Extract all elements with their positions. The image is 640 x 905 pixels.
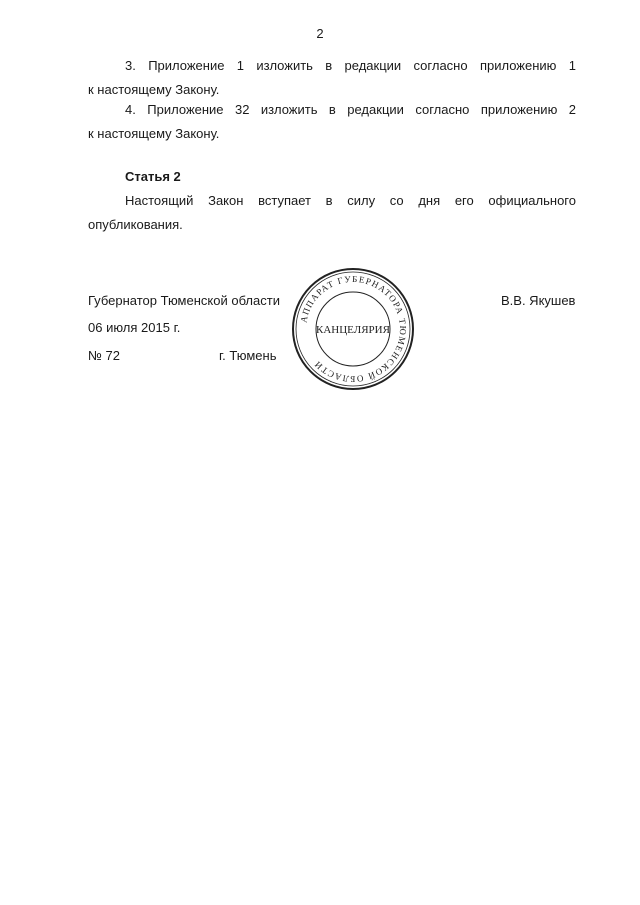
law-city: г. Тюмень xyxy=(219,348,277,363)
page-number: 2 xyxy=(316,26,324,41)
amendment-item-4-line2: к настоящему Закону. xyxy=(88,126,220,141)
official-stamp xyxy=(291,267,415,391)
amendment-item-3 xyxy=(88,54,576,102)
law-date: 06 июля 2015 г. xyxy=(88,320,181,335)
article-body xyxy=(88,189,576,237)
amendment-item-4 xyxy=(88,98,576,146)
law-number: № 72 xyxy=(88,348,121,363)
signatory-position: Губернатор Тюменской области xyxy=(88,293,280,308)
signatory-name: В.В. Якушев xyxy=(501,293,576,308)
article-heading: Статья 2 xyxy=(125,169,181,184)
article-body-line2: опубликования. xyxy=(88,217,183,232)
stamp-outer-text: АППАРАТ ГУБЕРНАТОРА ТЮМЕНСКОЙ ОБЛАСТИ xyxy=(298,273,409,385)
article-body-line1: Настоящий Закон вступает в силу со дня его официального xyxy=(125,193,576,208)
stamp-center-text: КАНЦЕЛЯРИЯ xyxy=(316,324,390,336)
amendment-item-3-line1: 3. Приложение 1 изложить в редакции согласно приложению 1 xyxy=(125,58,576,73)
amendment-item-4-line1: 4. Приложение 32 изложить в редакции согласно приложению 2 xyxy=(125,102,576,117)
amendment-item-3-line2: к настоящему Закону. xyxy=(88,82,220,97)
